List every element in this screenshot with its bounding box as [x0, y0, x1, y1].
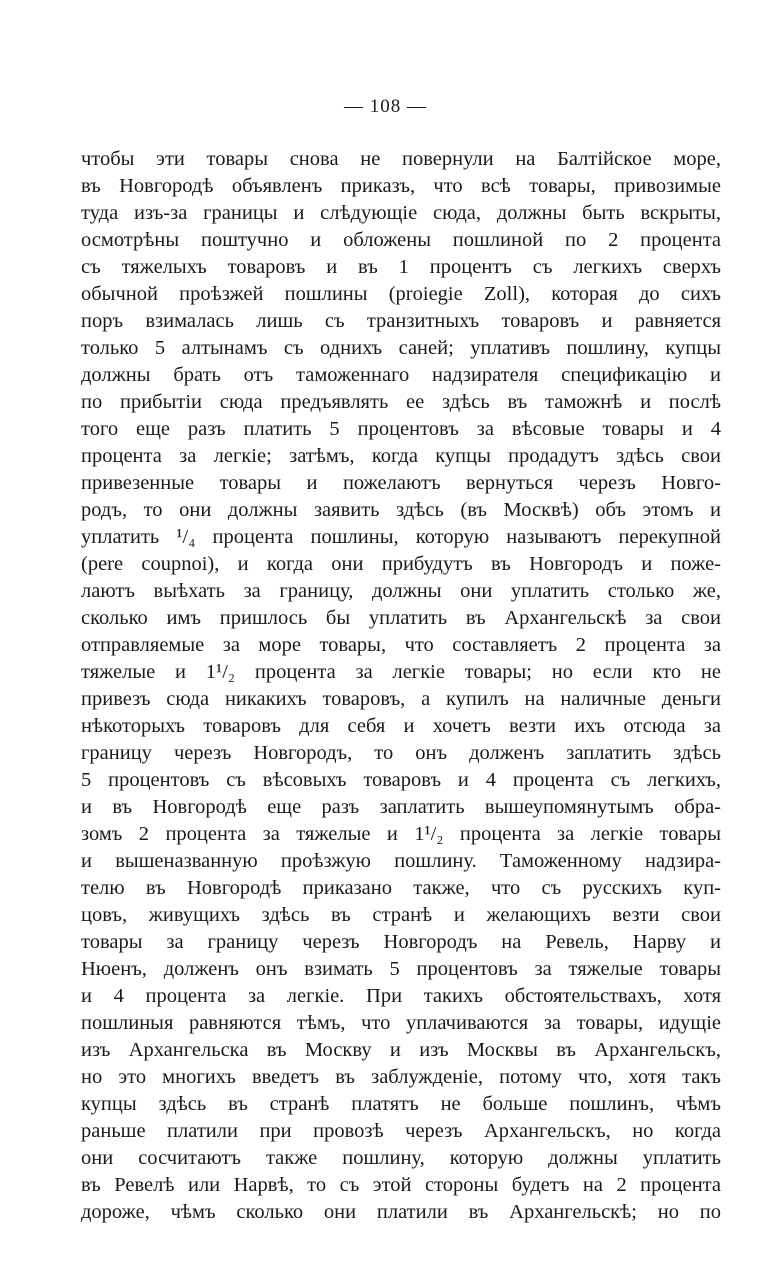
text-line: того еще разъ платить 5 процентовъ за вѣсовые товары и 4 — [81, 418, 721, 440]
text-line: 5 процентовъ съ вѣсовыхъ товаровъ и 4 процента съ легкихъ, — [81, 769, 721, 791]
text-line: зомъ 2 процента за тяжелые и 1¹/₂ процента за легкіе товары — [81, 823, 721, 845]
text-line: пошлиныя равняются тѣмъ, что уплачиваются за товары, идущіе — [81, 1012, 721, 1034]
text-line: осмотрѣны поштучно и обложены пошлиной по 2 процента — [81, 229, 721, 251]
text-line: должны брать отъ таможеннаго надзирателя спецификацію и — [81, 364, 721, 386]
text-line: тяжелые и 1¹/₂ процента за легкіе товары; но если кто не — [81, 661, 721, 683]
text-line: они сосчитаютъ также пошлину, которую должны уплатить — [81, 1147, 721, 1169]
text-line: лаютъ выѣхать за границу, должны они уплатить столько же, — [81, 580, 721, 602]
text-line: родъ, то они должны заявить здѣсь (въ Москвѣ) объ этомъ и — [81, 499, 721, 521]
text-line: чтобы эти товары снова не повернули на Балтійское море, — [81, 148, 721, 170]
text-line: и вышеназванную проѣзжую пошлину. Таможенному надзира- — [81, 850, 721, 872]
text-line: въ Ревелѣ или Нарвѣ, то съ этой стороны будетъ на 2 процента — [81, 1174, 721, 1196]
body-text — [81, 146, 721, 1226]
text-line: съ тяжелыхъ товаровъ и въ 1 процентъ съ легкихъ сверхъ — [81, 256, 721, 278]
text-line: по прибытіи сюда предъявлять ее здѣсь въ таможнѣ и послѣ — [81, 391, 721, 413]
text-line: въ Новгородѣ объявленъ приказъ, что всѣ товары, привозимые — [81, 175, 721, 197]
text-line: сколько имъ пришлось бы уплатить въ Архангельскѣ за свои — [81, 607, 721, 629]
text-line: только 5 алтынамъ съ однихъ саней; уплативъ пошлину, купцы — [81, 337, 721, 359]
text-line: цовъ, живущихъ здѣсь въ странѣ и желающихъ везти свои — [81, 904, 721, 926]
text-line: нѣкоторыхъ товаровъ для себя и хочетъ везти ихъ отсюда за — [81, 715, 721, 737]
text-line: процента за легкіе; затѣмъ, когда купцы продадутъ здѣсь свои — [81, 445, 721, 467]
text-line: и въ Новгородѣ еще разъ заплатить вышеупомянутымъ обра- — [81, 796, 721, 818]
text-line: уплатить ¹/₄ процента пошлины, которую называютъ перекупной — [81, 526, 721, 548]
text-line: обычной проѣзжей пошлины (proiegie Zoll), которая до сихъ — [81, 283, 721, 305]
text-line: привезъ сюда никакихъ товаровъ, а купилъ на наличные деньги — [81, 688, 721, 710]
page-number: — 108 — — [344, 96, 427, 117]
text-line: туда изъ-за границы и слѣдующіе сюда, должны быть вскрыты, — [81, 202, 721, 224]
text-line: изъ Архангельска въ Москву и изъ Москвы въ Архангельскъ, — [81, 1039, 721, 1061]
text-line: отправляемые за море товары, что составляетъ 2 процента за — [81, 634, 721, 656]
text-line: но это многихъ введетъ въ заблужденіе, потому что, хотя такъ — [81, 1066, 721, 1088]
text-line: товары за границу черезъ Новгородъ на Ревель, Нарву и — [81, 931, 721, 953]
text-line: телю въ Новгородѣ приказано также, что съ русскихъ куп- — [81, 877, 721, 899]
text-line: дороже, чѣмъ сколько они платили въ Архангельскѣ; но по — [81, 1201, 721, 1223]
text-line: Нюенъ, долженъ онъ взимать 5 процентовъ за тяжелые товары — [81, 958, 721, 980]
text-line: (pere coupnoi), и когда они прибудутъ въ Новгородъ и поже- — [81, 553, 721, 575]
text-line: купцы здѣсь въ странѣ платятъ не больше пошлинъ, чѣмъ — [81, 1093, 721, 1115]
text-line: привезенные товары и пожелаютъ вернуться черезъ Новго- — [81, 472, 721, 494]
text-line: раньше платили при провозѣ черезъ Архангельскъ, но когда — [81, 1120, 721, 1142]
text-line: границу черезъ Новгородъ, то онъ долженъ заплатить здѣсь — [81, 742, 721, 764]
text-line: поръ взималась лишь съ транзитныхъ товаровъ и равняется — [81, 310, 721, 332]
text-line: и 4 процента за легкіе. При такихъ обстоятельствахъ, хотя — [81, 985, 721, 1007]
